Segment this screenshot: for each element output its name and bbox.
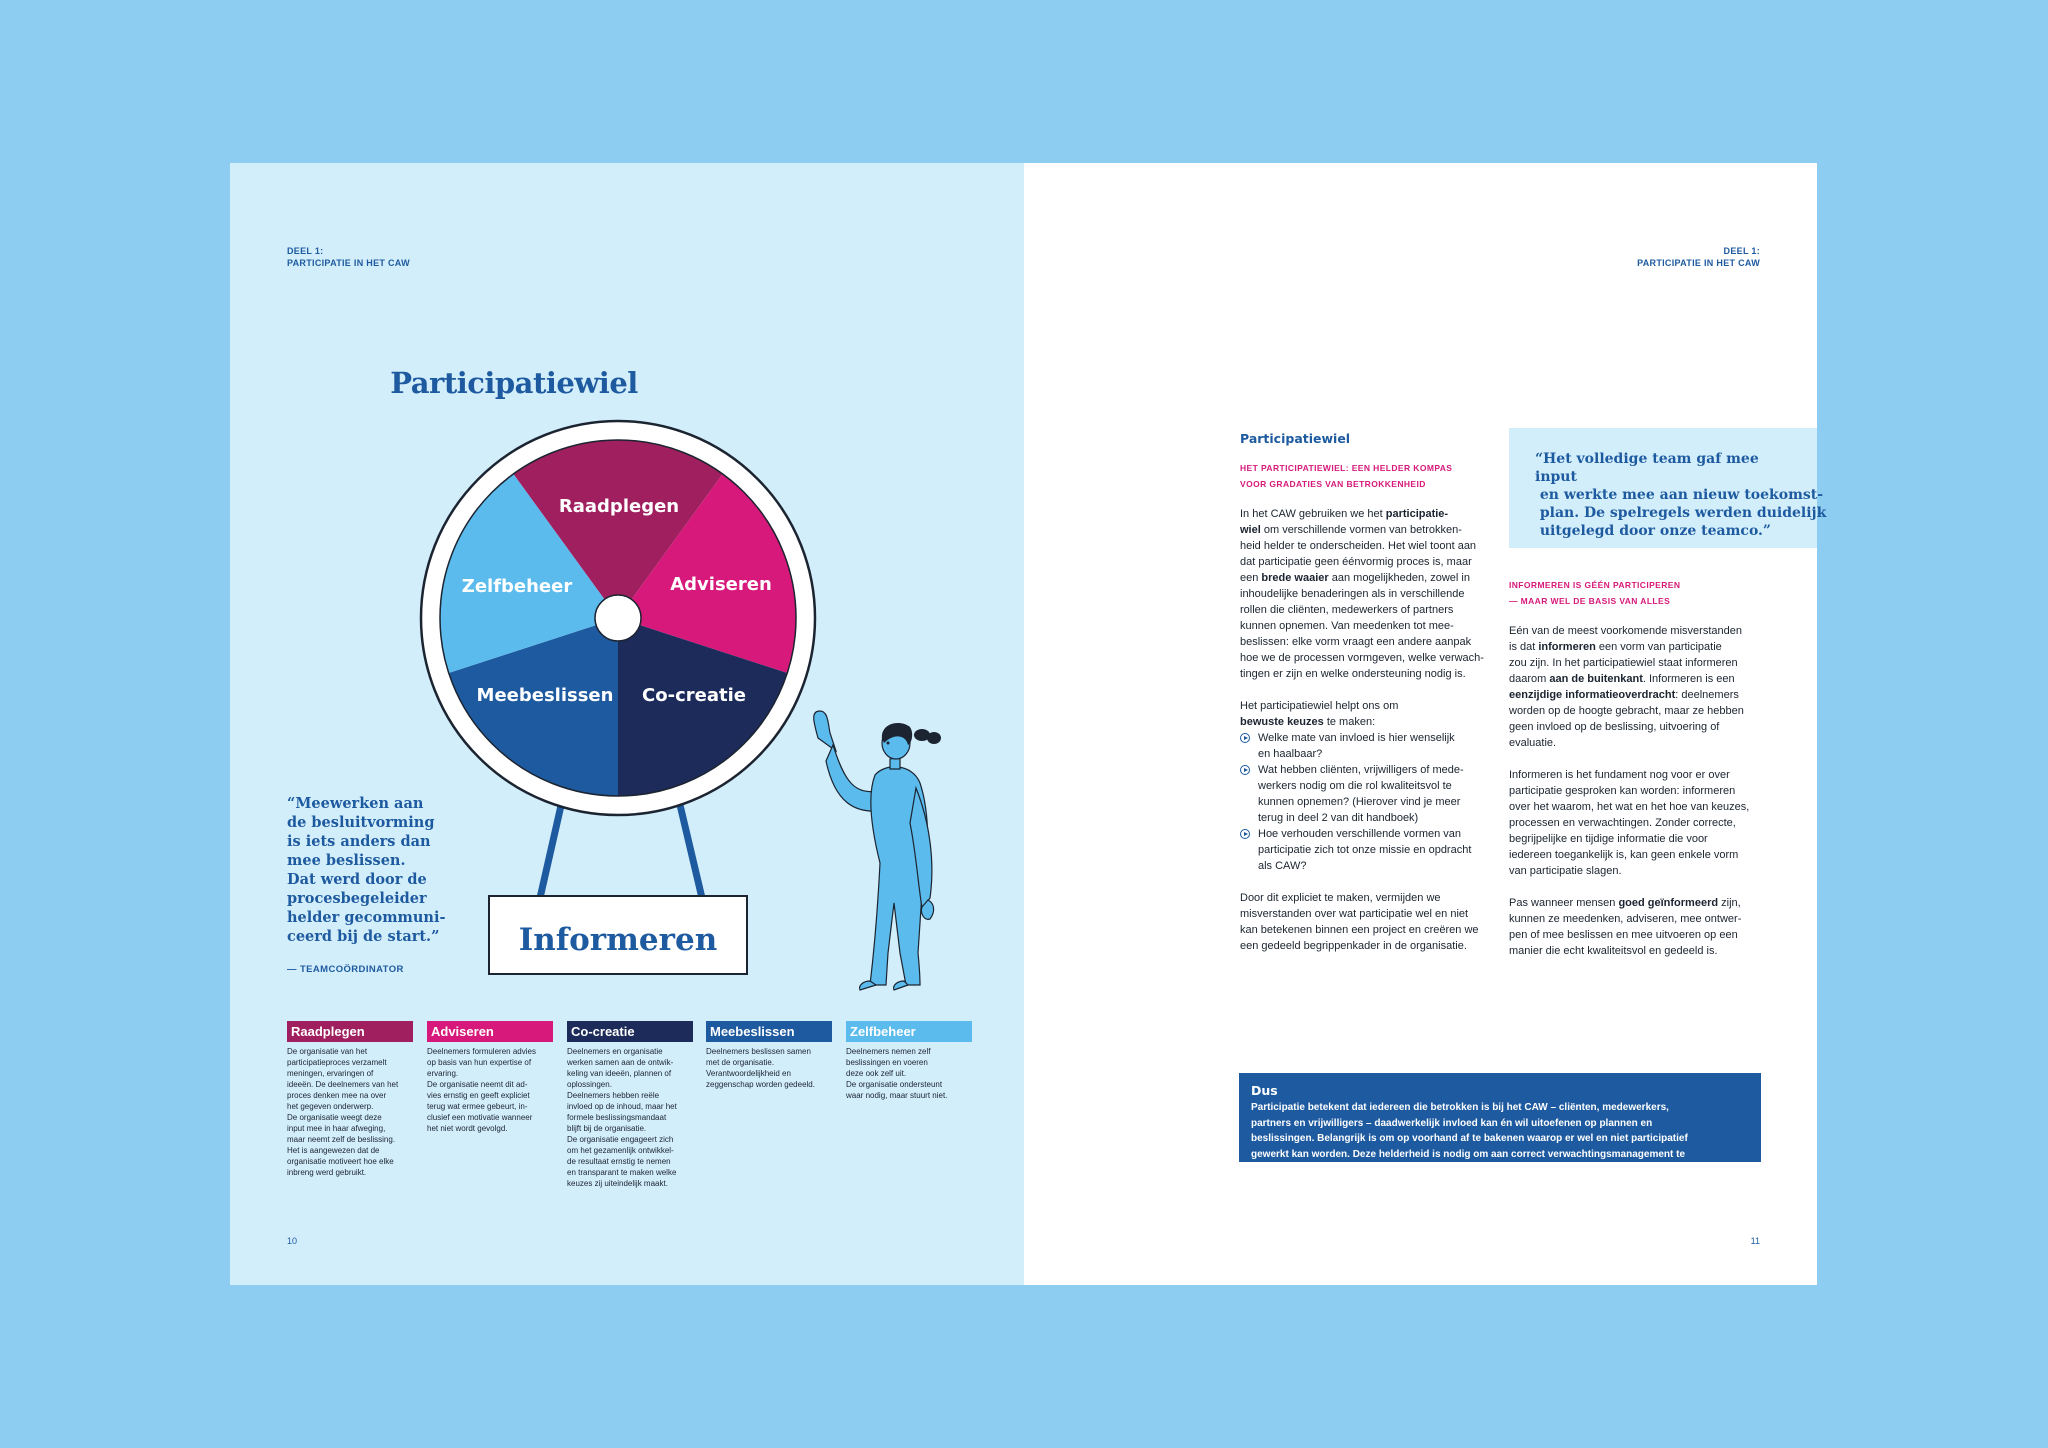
legend-title: Adviseren xyxy=(427,1021,553,1042)
question-list xyxy=(1240,730,1493,874)
page-number: 10 xyxy=(287,1236,298,1246)
text-column-right xyxy=(1509,577,1762,975)
section-label: DEEL 1: PARTICIPATIE IN HET CAW xyxy=(287,246,410,268)
section-heading: Participatiewiel xyxy=(1240,431,1351,446)
legend-adviseren xyxy=(427,1021,553,1134)
paragraph-intro: In het CAW gebruiken we het participatie- wiel om verschillende vormen van betrokken- heid helder te onderscheiden. Het wiel toont aan dat participatie geen éénvormig proces is, maar een brede waaier aan mogelijkheden, zowel in inhoudelijke benaderingen als in verschillende rollen die cliënten, medewerkers of partners kunnen opnemen. Van meedenken tot mee- beslissen: elke vorm vraagt een andere aanpak hoe we de processen vormgeven, welke verwach- tingen er zijn en welke ondersteuning nodig is. xyxy=(1240,508,1484,680)
section-label: DEEL 1: PARTICIPATIE IN HET CAW xyxy=(1637,246,1760,268)
person-illustration xyxy=(814,711,941,990)
legend-title: Meebeslissen xyxy=(706,1021,832,1042)
legend-description: Deelnemers nemen zelf beslissingen en voeren deze ook zelf uit. De organisatie ondersteunt waar nodig, maar stuurt niet. xyxy=(846,1047,948,1100)
legend-meebeslissen xyxy=(706,1021,832,1090)
legend-description: Deelnemers beslissen samen met de organisatie. Verantwoordelijkheid en zeggenschap worden gedeeld. xyxy=(706,1047,815,1089)
legend-title: Co-creatie xyxy=(567,1021,693,1042)
subheading: HET PARTICIPATIEWIEL: EEN HELDER KOMPAS VOOR GRADATIES VAN BETROKKENHEID xyxy=(1240,463,1453,489)
paragraph-informeren: Eén van de meest voorkomende misverstanden is dat informeren een vorm van participatie zou zijn. In het participatiewiel staat informeren daarom aan de buitenkant. Informeren is een eenzijdige informatieoverdracht: deelnemers worden op de hoogte gebracht, maar ze hebben geen invloed op de beslissing, uitvoering of evaluatie. xyxy=(1509,625,1744,749)
list-item: Wat hebben cliënten, vrijwilligers of mede- werkers nodig om die rol kwaliteitsvol te kunnen opnemen? (Hierover vind je meer terug in deel 2 van dit handboek) xyxy=(1240,762,1493,826)
testimonial-quote: “Meewerken aan de besluitvorming is iets anders dan mee beslissen. Dat werd door de procesbegeleider helder gecommuni- ceerd bij de start.” xyxy=(287,795,446,945)
summary-box xyxy=(1239,1073,1761,1175)
legend-description: Deelnemers formuleren advies op basis van hun expertise of ervaring. De organisatie neemt dit ad- vies ernstig en geeft expliciet terug wat ermee gebeurt, in- clusief een motivatie wanneer het niet wordt gevolgd. xyxy=(427,1047,536,1133)
wheel-title: Participatiewiel xyxy=(390,366,638,400)
arrow-circle-icon xyxy=(1240,733,1250,743)
list-item: Hoe verhouden verschillende vormen van participatie zich tot onze missie en opdracht als CAW? xyxy=(1240,826,1493,874)
paragraph-fundament: Informeren is het fundament nog voor er over participatie gesproken kan worden: informeren over het waarom, het wat en het hoe van keuzes, processen en verwachtingen. Zonder correcte, begrijpelijke en tijdige informatie die voor iedereen toegankelijk is, kan geen enkele vorm van participatie slagen. xyxy=(1509,769,1750,877)
wheel-hub xyxy=(595,595,641,641)
text-column-left xyxy=(1240,431,1493,970)
legend-description: Deelnemers en organisatie werken samen aan de ontwik- keling van ideeën, plannen of oplossingen. Deelnemers hebben reële invloed op de inhoud, maar het formele beslissingsmandaat blijft bij de organisatie. De organisatie engageert zich om het gezamenlijk ontwikkel- de resultaat ernstig te nemen en transparant te maken welke keuzes zij uiteindelijk maakt. xyxy=(567,1047,677,1188)
legend-description: De organisatie van het participatieproces verzamelt meningen, ervaringen of ideeën. De deelnemers van het proces denken mee na over het gegeven onderwerp. De organisatie weegt deze input mee in haar afweging, maar neemt zelf de beslissing. Het is aangewezen dat de organisatie motiveert hoe elke inbreng werd gebruikt. xyxy=(287,1047,399,1177)
arrow-circle-icon xyxy=(1240,829,1250,839)
paragraph-explicit: Door dit expliciet te maken, vermijden we misverstanden over wat participatie wel en niet kan betekenen binnen een project en creëren we een gedeeld begrippenkader in de organisatie. xyxy=(1240,892,1479,952)
summary-title: Dus xyxy=(1251,1083,1278,1098)
arrow-circle-icon xyxy=(1240,765,1250,775)
wheel-label-zelfbeheer: Zelfbeheer xyxy=(461,576,573,597)
wheel-label-adviseren: Adviseren xyxy=(670,574,772,595)
quote-attribution: — TEAMCOÖRDINATOR xyxy=(287,964,404,975)
wheel-label-meebeslissen: Meebeslissen xyxy=(476,685,614,706)
subheading: INFORMEREN IS GÉÉN PARTICIPEREN — MAAR WEL DE BASIS VAN ALLES xyxy=(1509,580,1681,606)
right-page xyxy=(1024,163,1827,1285)
page-number: 11 xyxy=(1750,1236,1760,1246)
legend-co-creatie xyxy=(567,1021,693,1189)
legend-title: Zelfbeheer xyxy=(846,1021,972,1042)
list-item: Welke mate van invloed is hier wenselijk en haalbaar? xyxy=(1240,730,1493,762)
wheel-label-co-creatie: Co-creatie xyxy=(642,685,746,706)
summary-text: Participatie betekent dat iedereen die betrokken is bij het CAW – cliënten, medewerkers, partners en vrijwilligers – daadwerkelijk invloed kan én wil uitoefenen op plannen en beslissingen. Belangrijk is om op voorhand af te bakenen waarop er wel en niet participatief gewerkt kan worden. Deze helderheid is nodig om aan correct verwachtingsmanagement te doen. wanneer het spannend wordt. xyxy=(1251,1102,1688,1175)
legend-raadplegen xyxy=(287,1021,413,1178)
legend-zelfbeheer xyxy=(846,1021,972,1101)
wheel-label-raadplegen: Raadplegen xyxy=(558,496,680,517)
paragraph-geinformeerd: Pas wanneer mensen goed geïnformeerd zijn, kunnen ze meedenken, adviseren, mee ontwer- pen of mee beslissen en mee uitvoeren op een manier die echt kwaliteitsvol en gedeeld is. xyxy=(1509,897,1742,957)
paragraph-choices: Het participatiewiel helpt ons om bewuste keuzes te maken: xyxy=(1240,700,1399,728)
informeren-label: Informeren xyxy=(518,922,718,958)
left-page xyxy=(230,163,1024,1285)
quote-box: “Het volledige team gaf mee input en werkte mee aan nieuw toekomst- plan. De spelregels werden duidelijk uitgelegd door onze teamco.” xyxy=(1509,428,1817,548)
legend-title: Raadplegen xyxy=(287,1021,413,1042)
